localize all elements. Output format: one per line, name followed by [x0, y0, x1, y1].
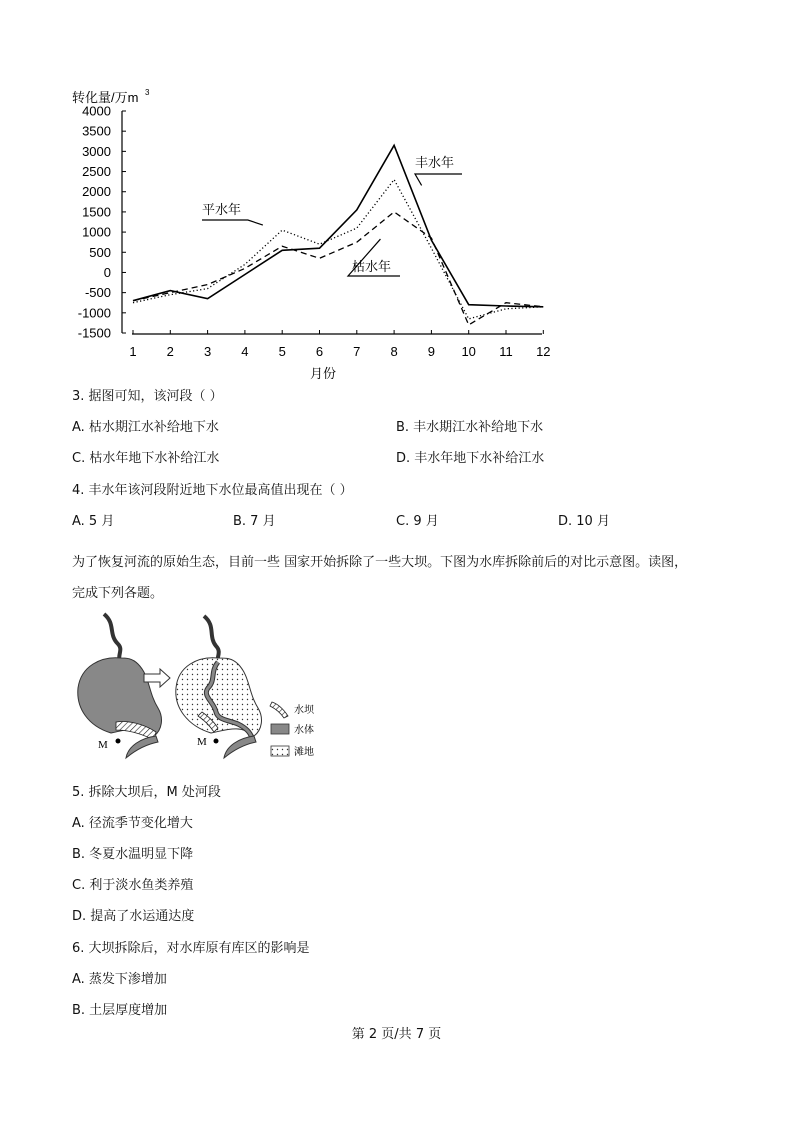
- question-3-option-d[interactable]: D. 丰水年地下水补给江水: [396, 451, 545, 466]
- y-tick-label: 3000: [82, 143, 111, 159]
- chart-ylabel: 转化量/万m: [72, 90, 139, 105]
- question-6-stem: 6. 大坝拆除后，对水库原有库区的影响是: [72, 941, 310, 956]
- legend-label-平水年: 平水年: [202, 202, 242, 217]
- chart-ylabel-sup: 3: [145, 88, 150, 97]
- question-6-option-b[interactable]: B. 土层厚度增加: [72, 1003, 168, 1018]
- legend-water-symbol: [271, 724, 289, 734]
- inflow-river-after: [204, 616, 219, 662]
- inflow-river-before: [104, 614, 121, 662]
- question-4-option-d[interactable]: D. 10 月: [558, 514, 610, 529]
- series-line-丰水年: [133, 145, 543, 306]
- legend-leader-平水年: [202, 220, 263, 225]
- legend-leader-丰水年: [415, 174, 462, 185]
- chart-legend: [202, 155, 462, 276]
- legend-beach-symbol: [271, 746, 289, 756]
- question-3-option-a[interactable]: A. 枯水期江水补给地下水: [72, 420, 219, 435]
- x-tick-label: 12: [536, 344, 551, 359]
- x-tick-label: 3: [203, 344, 212, 359]
- y-tick-label: 1500: [82, 204, 111, 220]
- question-3-option-b[interactable]: B. 丰水期江水补给地下水: [396, 420, 544, 435]
- question-6-option-a[interactable]: A. 蒸发下渗增加: [72, 972, 167, 987]
- legend-water-label: 水体: [294, 725, 314, 736]
- question-5-option-d[interactable]: D. 提高了水运通达度: [72, 909, 195, 924]
- x-tick-label: 5: [278, 344, 286, 359]
- chart-xlabel: 月份: [309, 366, 337, 381]
- series-line-平水年: [133, 180, 543, 319]
- legend-beach-label: 滩地: [294, 747, 314, 758]
- question-3-stem: 3. 据图可知，该河段（ ）: [72, 389, 223, 404]
- reservoir-before-after-figure: [66, 608, 366, 768]
- y-tick-label: -1000: [77, 305, 111, 321]
- y-tick-label: 4000: [82, 103, 111, 119]
- question-3-option-c[interactable]: C. 枯水年地下水补给江水: [72, 451, 220, 466]
- label-m-before: M: [98, 739, 108, 751]
- groundwater-transfer-chart: [60, 84, 560, 384]
- question-4-stem: 4. 丰水年该河段附近地下水位最高值出现在（ ）: [72, 483, 353, 498]
- x-tick-label: 6: [315, 344, 324, 359]
- question-5-option-a[interactable]: A. 径流季节变化增大: [72, 816, 193, 831]
- y-axis: [78, 104, 126, 341]
- y-tick-label: 500: [89, 244, 111, 260]
- x-tick-label: 7: [353, 344, 361, 359]
- y-tick-label: -1500: [77, 325, 111, 341]
- question-5-stem: 5. 拆除大坝后，M 处河段: [72, 785, 221, 800]
- y-tick-label: 2000: [82, 184, 111, 200]
- point-m-before: [116, 739, 121, 744]
- x-axis: [129, 330, 550, 359]
- outflow-river-after: [224, 736, 256, 758]
- x-tick-label: 2: [166, 344, 174, 359]
- question-4-option-b[interactable]: B. 7 月: [233, 514, 276, 529]
- x-tick-label: 8: [390, 344, 398, 359]
- figure-legend: [270, 702, 315, 758]
- x-tick-label: 4: [241, 344, 249, 359]
- before-reservoir: [78, 614, 162, 758]
- chart-series: [133, 145, 543, 325]
- x-tick-label: 11: [499, 344, 513, 359]
- legend-label-丰水年: 丰水年: [415, 155, 455, 170]
- legend-label-枯水年: 枯水年: [352, 259, 392, 274]
- legend-dam-symbol: [270, 702, 288, 718]
- question-4-option-a[interactable]: A. 5 月: [72, 514, 115, 529]
- page-footer: 第 2 页/共 7 页: [351, 1027, 442, 1042]
- y-tick-label: -500: [84, 285, 111, 301]
- label-m-after: M: [197, 736, 207, 748]
- y-tick-label: 1000: [82, 224, 111, 240]
- x-tick-label: 1: [129, 344, 137, 359]
- legend-dam-label: 水坝: [294, 705, 314, 716]
- question-4-option-c[interactable]: C. 9 月: [396, 514, 439, 529]
- y-tick-label: 0: [103, 264, 111, 280]
- x-tick-label: 10: [461, 344, 476, 359]
- after-dam-removed: [176, 616, 262, 758]
- beach-land-area: [176, 658, 262, 736]
- intro-line-1: 为了恢复河流的原始生态，目前一些 国家开始拆除了一些大坝。下图为水库拆除前后的对比示意图。读图，: [72, 555, 688, 570]
- y-tick-label: 3500: [82, 123, 111, 139]
- outflow-river-before: [126, 736, 158, 758]
- question-5-option-c[interactable]: C. 利于淡水鱼类养殖: [72, 878, 194, 893]
- intro-line-2: 完成下列各题。: [72, 586, 164, 601]
- x-tick-label: 9: [427, 344, 436, 359]
- point-m-after: [214, 739, 219, 744]
- question-5-option-b[interactable]: B. 冬夏水温明显下降: [72, 847, 194, 862]
- y-tick-label: 2500: [82, 164, 111, 180]
